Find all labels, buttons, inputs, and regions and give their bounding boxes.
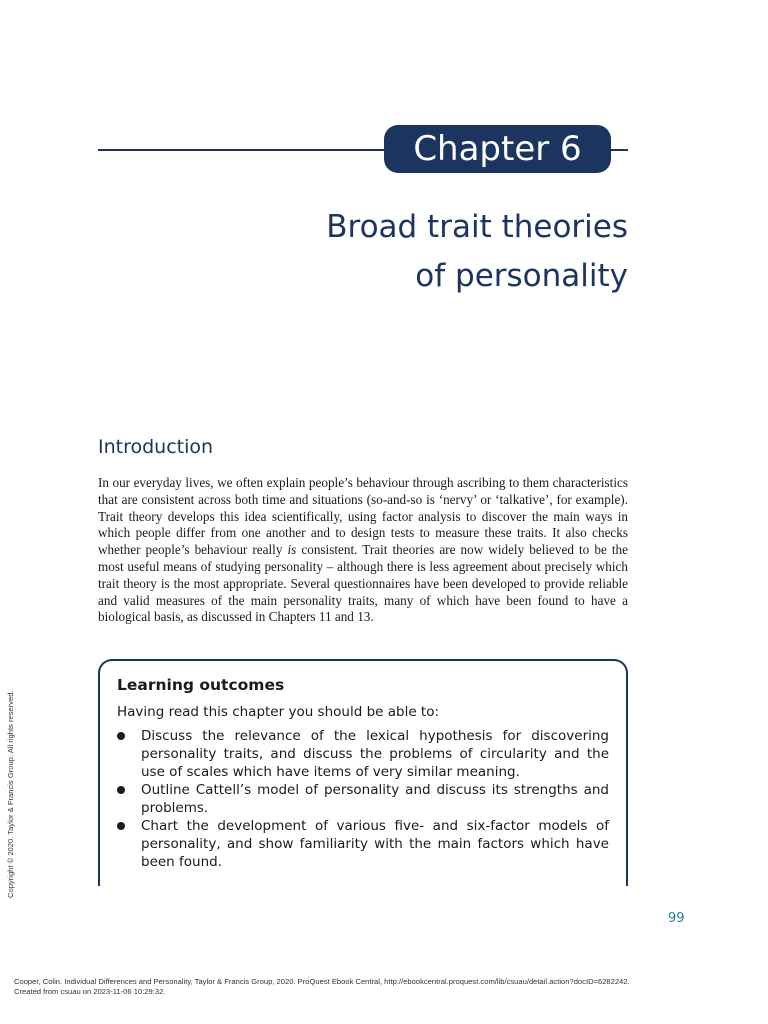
introduction-text-part-1: In our everyday lives, we often explain people’s behaviour through ascribing to them characteristics that are consistent across both time and situations (so-and-so is ‘nervy’ or ‘talkative’, for example). Trait theory develops this idea scientifically, using factor analysis to discover the main ways in which people differ from one another and to design tests to measure these traits. It also checks whether people’s behaviour really [98, 475, 628, 558]
copyright-notice: Copyright © 2020. Taylor & Francis Group. All rights reserved. [6, 690, 15, 898]
footer-citation-line-1: Cooper, Colin. Individual Differences and Personality, Taylor & Francis Group, 2020. ProQuest Ebook Central, http://ebookcentral.proquest.com/lib/csuau/detail.action?docID=6282242. [14, 977, 630, 986]
page-number: 99 [668, 911, 685, 926]
learning-outcome-text: Chart the development of various five- and six-factor models of personality, and show familiarity with the main factors which have been found. [141, 818, 609, 870]
learning-outcome-item [117, 817, 609, 871]
chapter-title-line-1: Broad trait theories [326, 209, 628, 245]
footer-citation-line-2: Created from csuau on 2023-11-06 10:29:32. [14, 987, 166, 996]
learning-outcomes-lead: Having read this chapter you should be able to: [117, 704, 440, 720]
introduction-paragraph [98, 475, 628, 626]
learning-outcome-text: Discuss the relevance of the lexical hypothesis for discovering personality traits, and discuss the problems of circularity and the use of scales which have items of very similar meaning. [141, 728, 609, 780]
introduction-emphasis: is [287, 542, 297, 558]
bullet-icon [117, 786, 125, 794]
learning-outcome-item [117, 781, 609, 817]
chapter-title-line-2: of personality [415, 258, 628, 294]
chapter-label: Chapter 6 [384, 125, 611, 173]
learning-outcome-item [117, 727, 609, 781]
learning-outcomes-box [98, 659, 628, 886]
learning-outcomes-list [117, 727, 609, 871]
bullet-icon [117, 822, 125, 830]
learning-outcomes-heading: Learning outcomes [117, 676, 285, 694]
learning-outcome-text: Outline Cattell’s model of personality and discuss its strengths and problems. [141, 782, 609, 816]
bullet-icon [117, 732, 125, 740]
chapter-title [108, 203, 628, 301]
introduction-text-part-2: consistent. Trait theories are now widely believed to be the most useful means of studying personality – although there is less agreement about precisely which trait theory is the most appropriate. Several questionnaires have been developed to provide reliable and valid measures of the main personality traits, many of which have been found to have a biological basis, as discussed in Chapters 11 and 13. [98, 542, 628, 625]
footer-citation [14, 977, 754, 997]
introduction-heading: Introduction [98, 436, 214, 458]
